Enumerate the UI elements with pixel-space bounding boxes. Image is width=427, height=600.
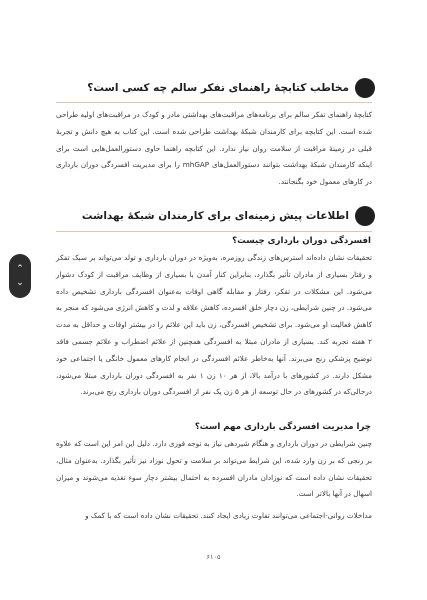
section-divider [56, 231, 372, 232]
paragraph: مداخلات روانی-اجتماعی می‌توانند تفاوت زیادی ایجاد کنند. تحقیقات نشان داده است که با کمک و [85, 511, 372, 520]
page-number: ۶۱۰۵ [206, 553, 221, 561]
paragraph: تحقیقات نشان داده‌اند استرس‌های زندگی روزمره، به‌ویژه در دوران بارداری و تولد می‌تواند بر سبک تفکر و رفتار بسیاری از مادران تأثیر بگذارد، بنابراین کنار آمدن با بسیاری از وظایف مراقبت از کودک دشوار می‌شود. این مشکلات در تفکر، رفتار و مقابله گاهی اوقات به‌عنوان افسردگی بارداری تشخیص داده می‌شود. در چنین شرایطی، زن دچار خلق افسرده، کاهش علاقه و لذت و کاهش انرژی می‌شود که منجر به کاهش فعالیت او می‌شود. برای تشخیص افسردگی، زن باید این علائم را در بیشتر اوقات و حداقل به مدت ۲ هفته تجربه کند. بسیاری از مادران مبتلا به افسردگی همچنین از علائم اضطراب و علائم جسمی فاقد توضیح پزشکی رنج می‌برند. آنها به‌خاطر علائم افسردگی در انجام کارهای معمول خانگی یا اجتماعی خود مشکل دارند. در کشورهای با درآمد بالا، از هر ۱۰ زن ۱ نفر به افسردگی دوران بارداری مبتلا می‌شود، درحالی‌که در کشورهای در حال توسعه از هر ۵ زن یک نفر از افسردگی دوران بارداری رنج می‌برند. [56, 253, 372, 397]
page-scroll-control[interactable] [9, 254, 31, 298]
section-title: مخاطب کتابچهٔ راهنمای تفکر سالم چه کسی است؟ [87, 82, 349, 94]
section-divider [56, 102, 372, 103]
section-title: اطلاعات پیش زمینه‌ای برای کارمندان شبکهٔ بهداشت [81, 210, 349, 222]
section-heading-audience [87, 78, 375, 98]
section-heading-background [82, 206, 375, 226]
subheading: چرا مدیریت افسردگی بارداری مهم است؟ [194, 422, 371, 432]
subheading: افسردگی دوران بارداری چیست؟ [232, 236, 371, 246]
chevron-down-icon[interactable]: ⌄ [16, 278, 24, 288]
chevron-up-icon[interactable]: ⌃ [16, 264, 24, 274]
paragraph: کتابچهٔ راهنمای تفکر سالم برای برنامه‌های مراقبت‌های بهداشتی مادر و کودک در مراقبت‌های اولیه طراحی شده است. این کتابچه برای کارمندان شبکهٔ بهداشت طراحی شده است. این کتاب به هیچ دانش و تجربهٔ قبلی در زمینهٔ مراقبت از سلامت روان نیاز ندارد. این کتابچه راهنما حاوی دستورالعمل‌هایی است برای اینکه کارمندان شبکهٔ بهداشت بتوانند دستورالعمل‌های mhGAP را برای مدیریت افسردگی دوران بارداری در کارهای معمول خود بگنجانند. [56, 110, 372, 187]
bullet-circle-icon [355, 78, 375, 98]
paragraph: چنین شرایطی در دوران بارداری و هنگام شیردهی نیاز به توجه فوری دارد. دلیل این امر این است که علاوه بر رنجی که بر زن وارد شده، این شرایط می‌تواند بر سلامت و تحول نوزاد نیز تأثیر بگذارد. به‌عنوان مثال، تحقیقات نشان داده است که نوزادان مادران افسرده به احتمال بیشتر دچار سوء تغذیه می‌شوند و میزان اسهال در آنها بالاتر است. [56, 439, 372, 499]
bullet-circle-icon [355, 206, 375, 226]
